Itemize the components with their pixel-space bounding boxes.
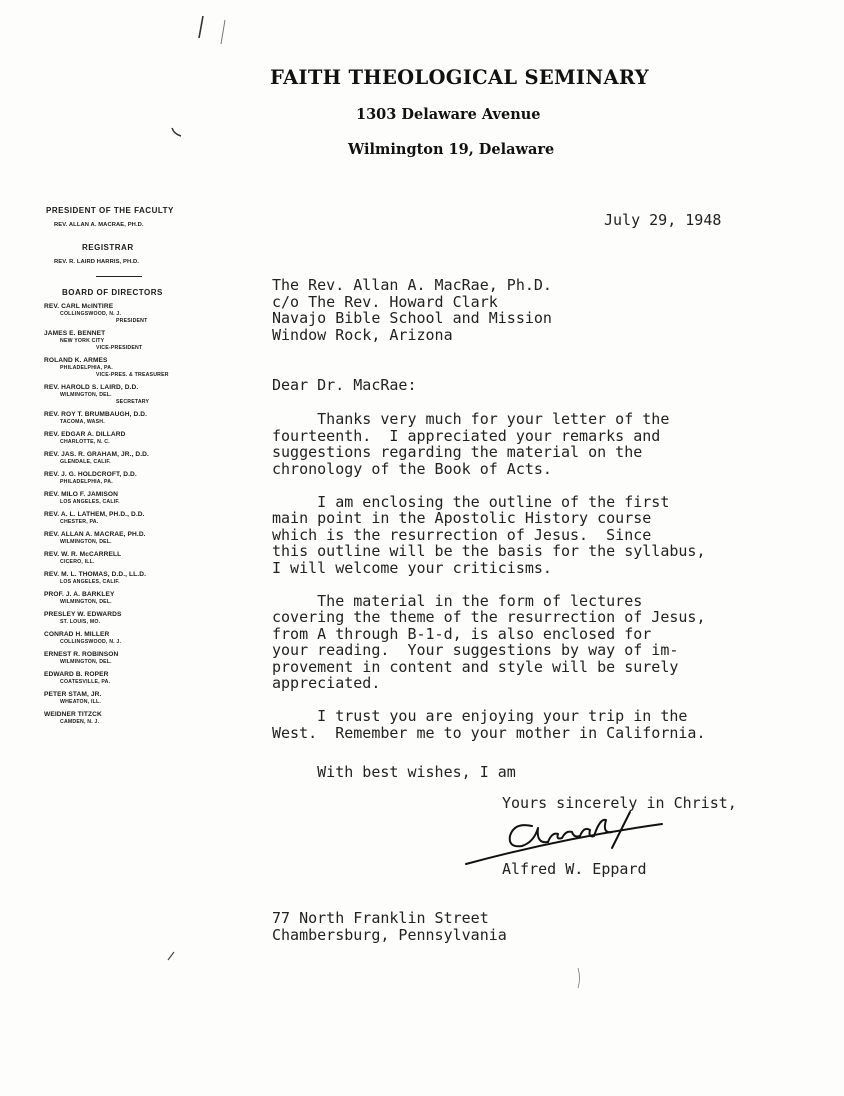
director-location: TACOMA, WASH. [60, 419, 105, 425]
body-line: West. Remember me to your mother in California. [272, 723, 706, 742]
president-name: REV. ALLAN A. MACRAE, PH.D. [54, 222, 144, 228]
body-line: from A through B-1-d, is also enclosed for [272, 624, 652, 643]
director-name: CONRAD H. MILLER [44, 631, 110, 638]
director-role: PRESIDENT [116, 318, 148, 324]
letter-date: July 29, 1948 [604, 211, 722, 229]
closing-line: With best wishes, I am [272, 763, 516, 781]
director-entry [40, 357, 220, 379]
director-entry [40, 551, 220, 566]
director-entry [40, 591, 220, 606]
director-name: REV. HAROLD S. LAIRD, D.D. [44, 384, 139, 391]
director-name: REV. ROY T. BRUMBAUGH, D.D. [44, 411, 148, 418]
director-location: CHESTER, PA. [60, 519, 99, 525]
director-name: REV. MILO F. JAMISON [44, 491, 118, 498]
director-entry [40, 511, 220, 526]
director-entry [40, 671, 220, 686]
body-line: suggestions regarding the material on the [272, 443, 643, 461]
director-entry [40, 411, 220, 426]
director-role: SECRETARY [116, 399, 150, 405]
director-role: VICE-PRES. & TREASURER [96, 372, 169, 378]
signer-name: Alfred W. Eppard [502, 860, 647, 878]
recipient-line: Window Rock, Arizona [272, 325, 453, 344]
director-entry [40, 330, 220, 352]
body-line: The material in the form of lectures [272, 591, 643, 610]
director-location: COLLINGSWOOD, N. J. [60, 311, 122, 317]
body-line: Thanks very much for your letter of the [272, 410, 670, 428]
sidebar [40, 206, 220, 726]
director-name: PETER STAM, JR. [44, 691, 102, 698]
body-line: your reading. Your suggestions by way of im- [272, 641, 679, 659]
body-line: I trust you are enjoying your trip in the [272, 707, 688, 725]
director-entry [40, 651, 220, 666]
director-name: REV. J. G. HOLDCROFT, D.D. [44, 471, 137, 478]
director-name: REV. EDGAR A. DILLARD [44, 431, 126, 438]
director-location: LOS ANGELES, CALIF. [60, 579, 120, 585]
recipient-address [272, 277, 552, 343]
director-location: WILMINGTON, DEL. [60, 539, 112, 545]
director-name: REV. M. L. THOMAS, D.D., LL.D. [44, 571, 147, 578]
directors-list [40, 303, 220, 726]
seminary-city: Wilmington 19, Delaware [348, 141, 555, 158]
director-entry [40, 711, 220, 726]
director-name: REV. ALLAN A. MACRAE, PH.D. [44, 531, 146, 538]
director-entry [40, 631, 220, 646]
signature-text: Alfred [552, 838, 555, 839]
director-name: REV. A. L. LATHEM, PH.D., D.D. [44, 511, 145, 518]
director-entry [40, 491, 220, 506]
director-name: PROF. J. A. BARKLEY [44, 591, 115, 598]
recipient-line: The Rev. Allan A. MacRae, Ph.D. [272, 276, 552, 294]
signature [462, 808, 672, 868]
letter-paragraph [272, 411, 705, 477]
director-location: PHILADELPHIA, PA. [60, 479, 113, 485]
sidebar-divider [96, 276, 142, 277]
letter-paragraph [272, 494, 705, 577]
director-entry [40, 431, 220, 446]
body-line: covering the theme of the resurrection of Jesus, [272, 608, 706, 626]
director-entry [40, 531, 220, 546]
president-heading: PRESIDENT OF THE FACULTY [46, 206, 174, 215]
director-name: WEIDNER TITZCK [44, 711, 102, 718]
registrar-name: REV. R. LAIRD HARRIS, PH.D. [54, 259, 139, 265]
body-line: I will welcome your criticisms. [272, 558, 552, 577]
director-entry [40, 471, 220, 486]
complimentary-close: Yours sincerely in Christ, [502, 794, 737, 812]
letter-body [272, 411, 705, 741]
recipient-line: Navajo Bible School and Mission [272, 309, 552, 327]
director-name: PRESLEY W. EDWARDS [44, 611, 122, 618]
director-location: LOS ANGELES, CALIF. [60, 499, 120, 505]
director-entry [40, 303, 220, 325]
salutation: Dear Dr. MacRae: [272, 376, 417, 394]
director-name: ROLAND K. ARMES [44, 357, 108, 364]
director-location: WHEATON, ILL. [60, 699, 102, 705]
body-line: I am enclosing the outline of the first [272, 492, 670, 511]
board-heading: BOARD OF DIRECTORS [62, 288, 163, 297]
seminary-street: 1303 Delaware Avenue [356, 106, 541, 123]
seminary-name: FAITH THEOLOGICAL SEMINARY [270, 66, 650, 89]
director-name: REV. JAS. R. GRAHAM, JR., D.D. [44, 451, 149, 458]
director-name: ERNEST R. ROBINSON [44, 651, 119, 658]
recipient-line: c/o The Rev. Howard Clark [272, 292, 498, 311]
director-name: EDWARD B. ROPER [44, 671, 109, 678]
director-entry [40, 451, 220, 466]
letter-paragraph [272, 593, 705, 692]
body-line: which is the resurrection of Jesus. Since [272, 525, 652, 544]
director-location: PHILADELPHIA, PA. [60, 365, 113, 371]
letter-paragraph [272, 708, 705, 741]
director-location: NEW YORK CITY [60, 338, 105, 344]
director-entry [40, 611, 220, 626]
director-entry [40, 571, 220, 586]
director-location: CAMDEN, N. J. [60, 719, 100, 725]
registrar-heading: REGISTRAR [82, 243, 134, 252]
director-name: REV. CARL McINTIRE [44, 303, 114, 310]
sender-line: Chambersburg, Pennsylvania [272, 925, 507, 944]
body-line: fourteenth. I appreciated your remarks and [272, 426, 661, 445]
body-line: provement in content and style will be surely [272, 657, 679, 676]
director-entry [40, 384, 220, 406]
director-role: VICE-PRESIDENT [96, 345, 143, 351]
director-location: CHARLOTTE, N. C. [60, 439, 110, 445]
director-location: COATESVILLE, PA. [60, 679, 111, 685]
sender-address [272, 910, 507, 943]
director-location: COLLINGSWOOD, N. J. [60, 639, 122, 645]
sender-line: 77 North Franklin Street [272, 909, 489, 927]
director-location: WILMINGTON, DEL. [60, 659, 112, 665]
director-name: JAMES E. BENNET [44, 330, 106, 337]
director-entry [40, 691, 220, 706]
director-location: ST. LOUIS, MO. [60, 619, 101, 625]
body-line: chronology of the Book of Acts. [272, 459, 552, 478]
director-location: WILMINGTON, DEL. [60, 599, 112, 605]
body-line: appreciated. [272, 674, 381, 692]
director-name: REV. W. R. McCARRELL [44, 551, 122, 558]
director-location: WILMINGTON, DEL. [60, 392, 112, 398]
director-location: GLENDALE, CALIF. [60, 459, 111, 465]
body-line: main point in the Apostolic History course [272, 509, 652, 527]
body-line: this outline will be the basis for the syllabus, [272, 542, 706, 560]
director-location: CICERO, ILL. [60, 559, 95, 565]
